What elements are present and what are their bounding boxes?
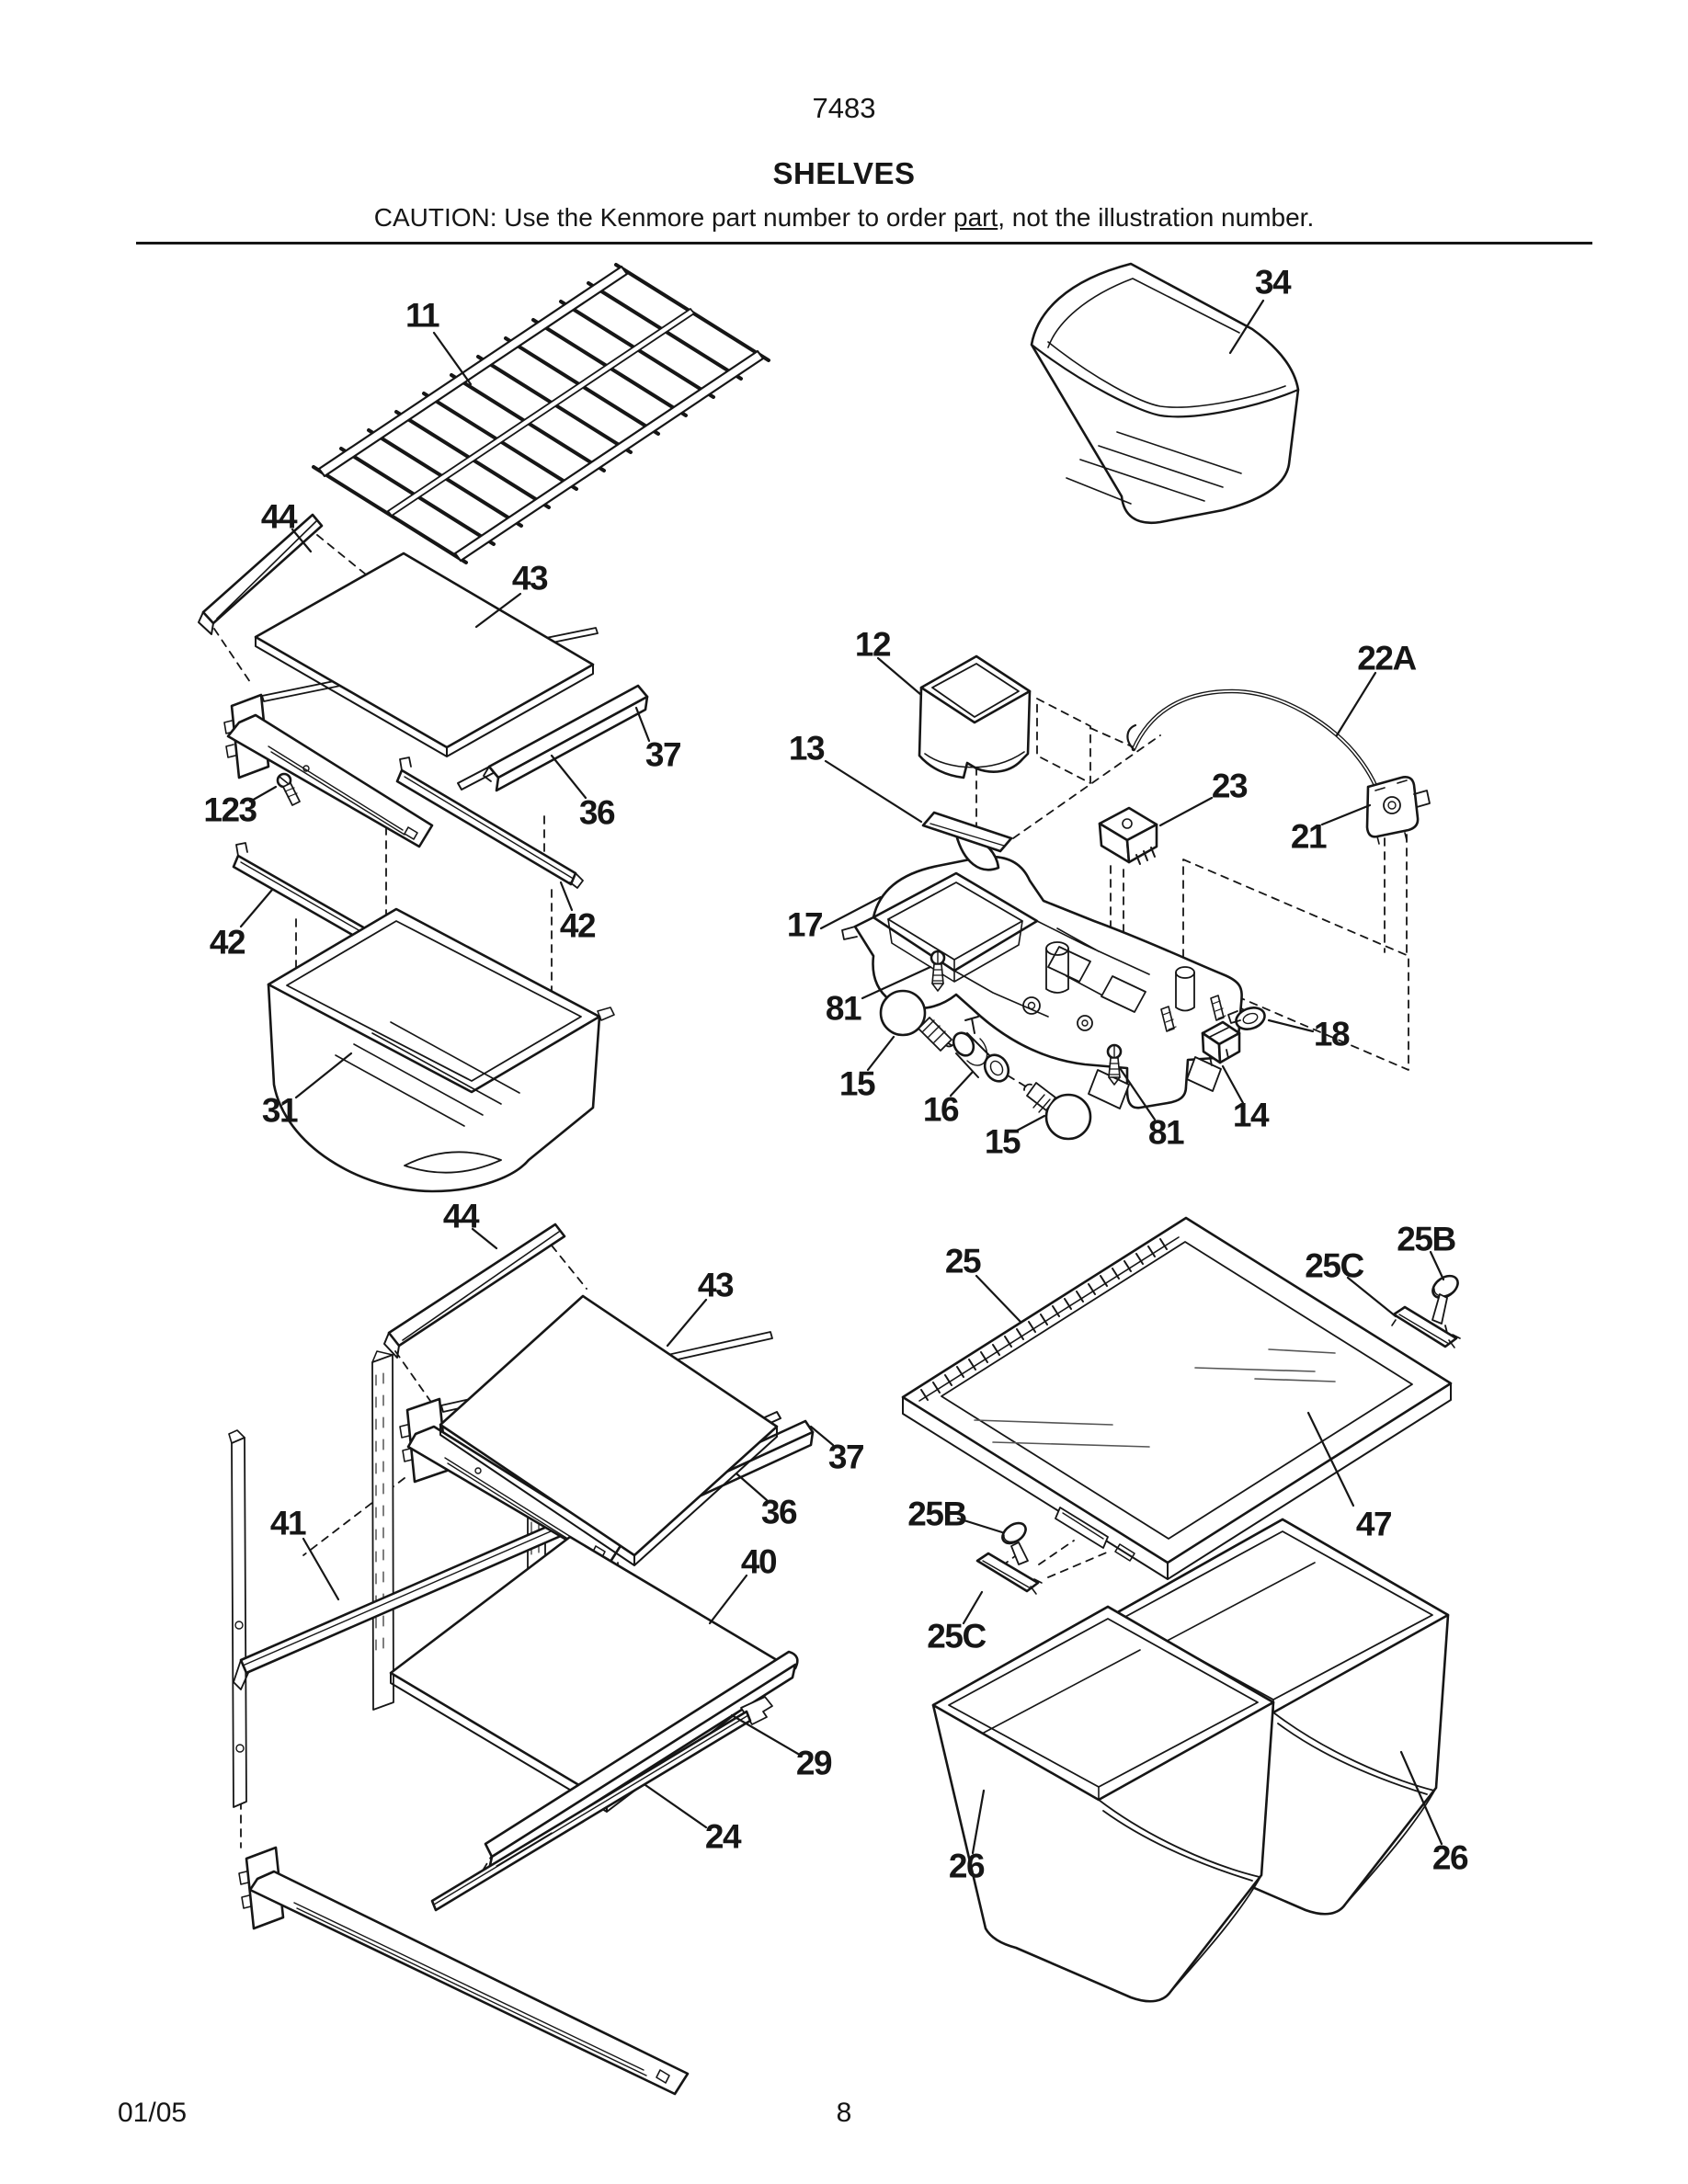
callout-25B-right: 25B (1397, 1220, 1455, 1258)
callout-21: 21 (1290, 817, 1327, 856)
page-model-number: 7483 (812, 92, 876, 124)
callout-37-top: 37 (644, 735, 681, 774)
callout-43-top: 43 (511, 559, 548, 597)
callout-47: 47 (1355, 1505, 1392, 1543)
callout-15-upper: 15 (838, 1064, 875, 1103)
callout-40: 40 (740, 1542, 777, 1581)
callout-81-upper: 81 (825, 989, 861, 1028)
footer-page-number: 8 (836, 2098, 852, 2128)
callout-44-top: 44 (260, 497, 297, 536)
callout-43-bottom: 43 (697, 1266, 734, 1304)
caution-prefix: CAUTION: Use the Kenmore part number to order (373, 203, 953, 232)
callout-22A: 22A (1357, 639, 1416, 677)
callout-81-lower: 81 (1147, 1113, 1184, 1152)
callout-25B-left: 25B (907, 1495, 966, 1533)
page-title: SHELVES (772, 156, 916, 190)
callout-25: 25 (944, 1242, 981, 1280)
callout-25C-left: 25C (927, 1617, 986, 1655)
callout-41: 41 (269, 1504, 306, 1542)
callout-26-left: 26 (948, 1847, 985, 1885)
callout-13: 13 (788, 729, 825, 768)
callout-123: 123 (203, 791, 257, 829)
callout-29: 29 (795, 1744, 832, 1782)
callout-36-top: 36 (578, 793, 615, 832)
callout-15-lower: 15 (984, 1122, 1021, 1161)
callout-36-bottom: 36 (760, 1493, 797, 1531)
caution-suffix: , not the illustration number. (998, 203, 1315, 232)
callout-11: 11 (405, 296, 439, 335)
callout-12: 12 (854, 625, 891, 664)
callout-31: 31 (261, 1091, 298, 1130)
callout-34: 34 (1254, 263, 1291, 301)
callout-18: 18 (1313, 1015, 1350, 1053)
callout-26-right: 26 (1431, 1838, 1468, 1877)
callout-23: 23 (1211, 767, 1248, 805)
callout-14: 14 (1232, 1096, 1269, 1134)
caution-underlined-word: part (953, 203, 998, 232)
callout-16: 16 (922, 1090, 959, 1129)
footer-date: 01/05 (118, 2098, 188, 2128)
callout-25C-right: 25C (1305, 1246, 1363, 1285)
callout-24: 24 (704, 1817, 741, 1856)
callout-42-left: 42 (209, 923, 245, 961)
callout-17: 17 (786, 905, 823, 944)
callout-44-bottom: 44 (442, 1197, 479, 1235)
callout-37-bottom: 37 (827, 1438, 864, 1476)
callout-42-right: 42 (559, 906, 596, 945)
